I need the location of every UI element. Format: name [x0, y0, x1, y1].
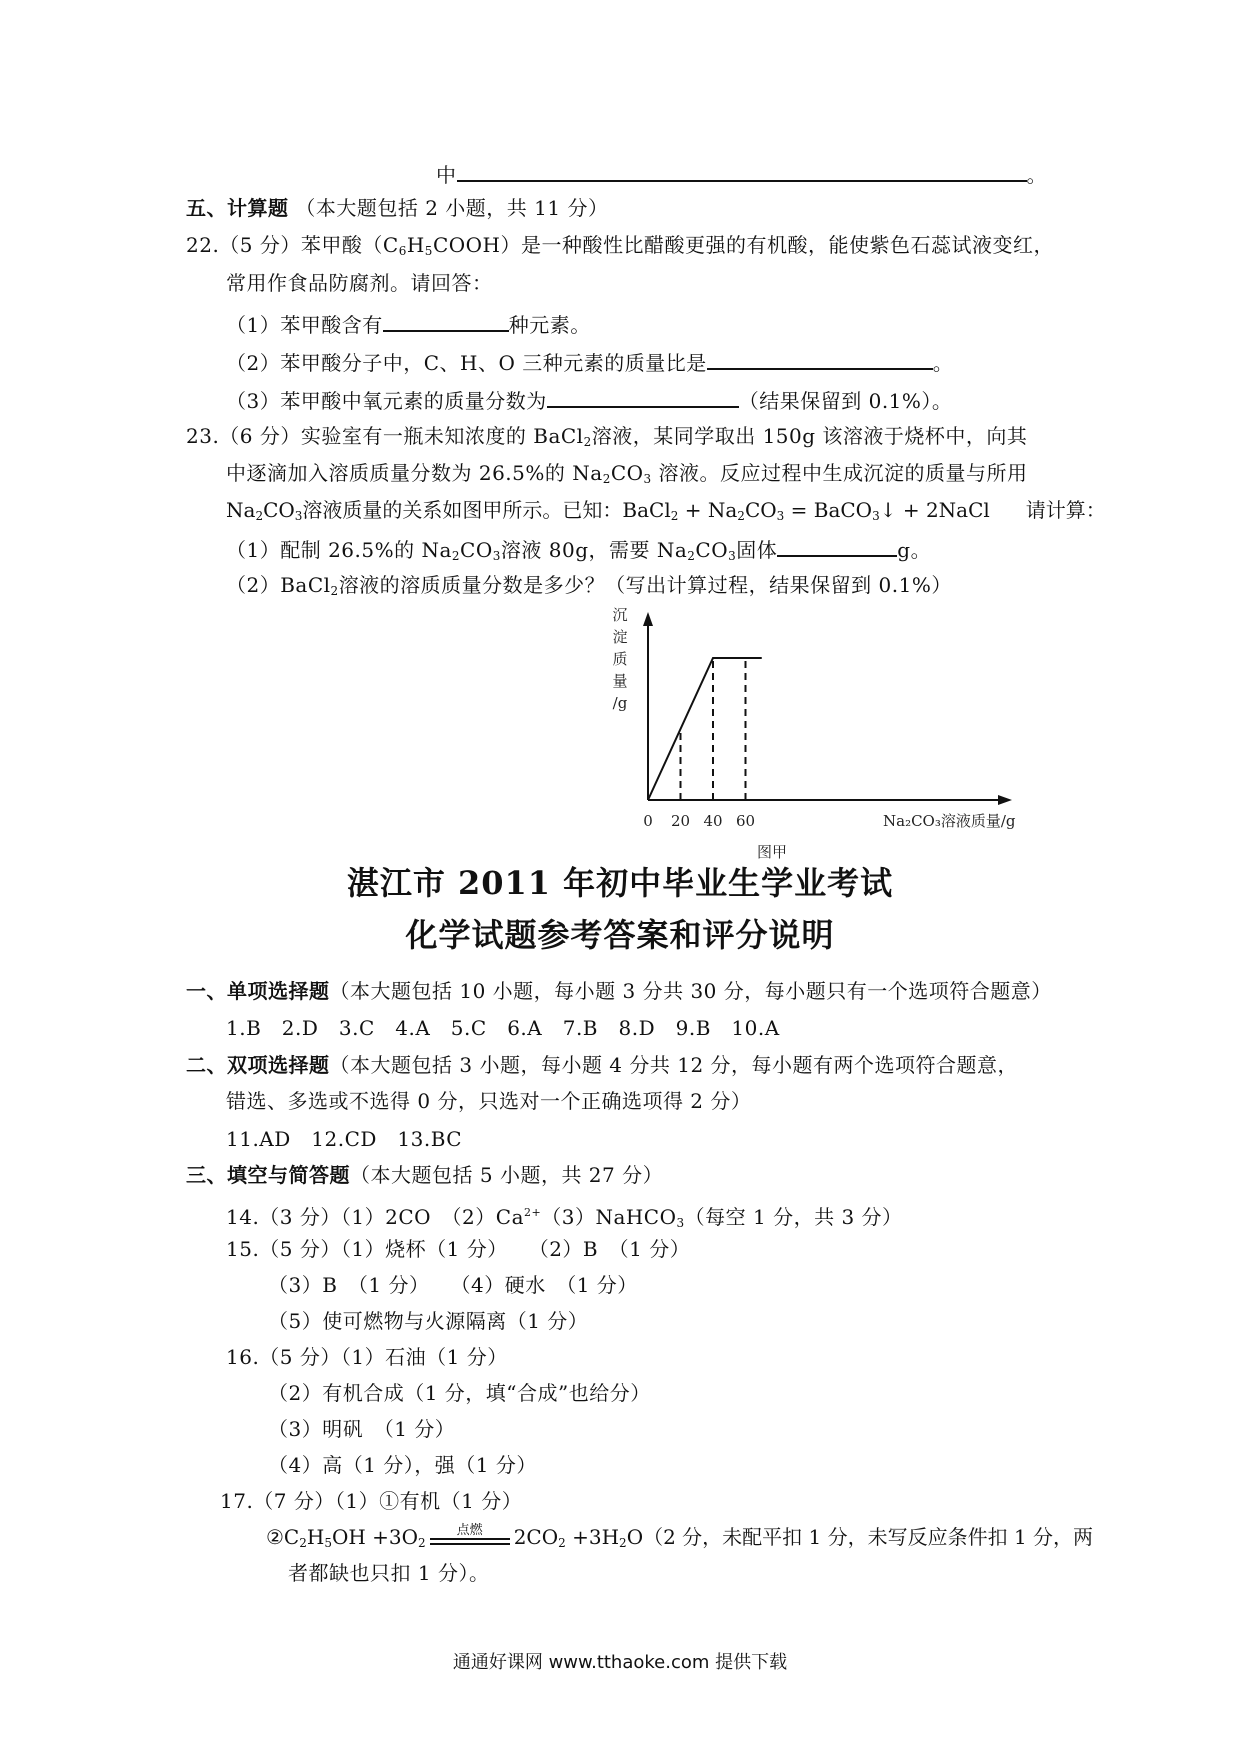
sub: 3	[643, 472, 652, 486]
section-note: （本大题包括 2 小题，共 11 分）	[295, 196, 609, 220]
q22-text-b: H	[406, 233, 425, 257]
t: （1）配制 26.5%的 Na	[226, 538, 452, 562]
t: CO	[695, 538, 729, 562]
period-text: 。	[1026, 163, 1047, 187]
sub: 2	[418, 1536, 426, 1550]
sub: 3	[728, 549, 737, 563]
answer-16-line3: （3）明矾 （1 分）	[268, 1417, 456, 1441]
answer-17-line1: 17.（7 分）（1）①有机（1 分）	[220, 1489, 523, 1513]
answer-line-continuation	[436, 160, 1047, 188]
y-label-char: /g	[612, 694, 628, 712]
page-footer: 通通好课网 www.tthaoke.com 提供下载	[452, 1652, 788, 1673]
y-axis-label	[612, 606, 627, 712]
x-tick-60: 60	[735, 812, 756, 830]
q22-part1	[226, 310, 591, 338]
sup: 2+	[524, 1206, 542, 1219]
answer-section-two	[186, 1052, 1018, 1078]
section-two-answers: 11.AD 12.CD 13.BC	[226, 1127, 463, 1151]
t: 溶液。反应过程中生成沉淀的质量与所用	[651, 461, 1028, 485]
t: 溶液 80g，需要 Na	[500, 538, 688, 562]
sub: 2	[670, 509, 679, 523]
sub: 3	[676, 1216, 685, 1230]
q22-p1-text: （1）苯甲酸含有	[226, 313, 383, 337]
answer-section-one	[186, 978, 1052, 1004]
t: 固体	[736, 538, 778, 562]
answer-17-line3: 者都缺也只扣 1 分）。	[288, 1561, 490, 1585]
q23-line3	[226, 497, 1106, 529]
sub: 2	[255, 509, 264, 523]
q22-p1-blank[interactable]	[383, 310, 509, 332]
t: （每空 1 分，共 3 分）	[684, 1205, 903, 1229]
answer-16-line4: （4）高（1 分），强（1 分）	[268, 1453, 537, 1477]
t: = BaCO	[784, 498, 873, 522]
q22-part2	[226, 348, 953, 376]
eq-bar	[430, 1538, 510, 1540]
t: ②C	[266, 1525, 300, 1549]
t: OH +3O	[331, 1525, 419, 1549]
t: 溶液质量的关系如图甲所示。已知：BaCl	[302, 498, 671, 522]
y-axis-arrow	[643, 612, 653, 626]
answer-title-sub: 化学试题参考答案和评分说明	[405, 916, 835, 954]
q22-p2-text: （2）苯甲酸分子中，C、H、O 三种元素的质量比是	[226, 351, 707, 375]
sub: 2	[602, 472, 611, 486]
x-axis-label: Na₂CO₃溶液质量/g	[883, 812, 1016, 830]
reaction-condition: 点燃	[456, 1523, 483, 1538]
answer-section-three	[186, 1162, 663, 1188]
section-one-answers: 1.B 2.D 3.C 4.A 5.C 6.A 7.B 8.D 9.B 10.A	[226, 1016, 780, 1040]
section-title: 五、计算题	[186, 196, 289, 220]
q22-p1-tail: 种元素。	[508, 313, 591, 337]
answer-15-line3: （5）使可燃物与火源隔离（1 分）	[268, 1309, 589, 1333]
x-tick-0: 0	[643, 812, 653, 830]
q22-stem-line2: 常用作食品防腐剂。请回答：	[226, 271, 493, 295]
chart-caption: 图甲	[756, 843, 788, 860]
t: 溶液的溶质质量分数是多少？（写出计算过程，结果保留到 0.1%）	[338, 573, 952, 597]
answer-16-line2: （2）有机合成（1 分，填“合成”也给分）	[268, 1381, 651, 1405]
answer-15-line2: （3）B （1 分） （4）硬水 （1 分）	[268, 1273, 638, 1297]
t: 14.（3 分）（1）2CO （2）Ca	[226, 1205, 524, 1229]
sub: 3	[492, 549, 501, 563]
q23-p1-blank[interactable]	[777, 535, 897, 557]
t: g。	[897, 538, 932, 562]
q23-line1	[186, 423, 1027, 455]
t: CO	[263, 498, 295, 522]
sub: 5	[424, 244, 433, 258]
t: CO	[460, 538, 493, 562]
sub: 3	[776, 509, 785, 523]
sub: 2	[583, 435, 592, 449]
answer-15-line1: 15.（5 分）（1）烧杯（1 分） （2）B （1 分）	[226, 1237, 691, 1261]
section-note: （本大题包括 3 小题，每小题 4 分共 12 分，每小题有两个选项符合题意，	[329, 1053, 1019, 1077]
t: 2CO	[513, 1525, 559, 1549]
y-label-char: 质	[612, 650, 628, 668]
sub: 2	[558, 1536, 566, 1550]
section-note: （本大题包括 5 小题，共 27 分）	[350, 1163, 664, 1187]
section-note: （本大题包括 10 小题，每小题 3 分共 30 分，每小题只有一个选项符合题意）	[329, 979, 1052, 1003]
y-label-char: 沉	[612, 606, 628, 624]
t: （3）NaHCO	[541, 1205, 677, 1229]
q23-part1	[226, 535, 931, 569]
t: CO	[744, 498, 777, 522]
section-title: 三、填空与简答题	[186, 1163, 350, 1187]
t: O（2 分，未配平扣 1 分，未写反应条件扣 1 分，两	[626, 1525, 1094, 1549]
x-axis-arrow	[998, 795, 1012, 805]
t: 请计算：	[1025, 498, 1106, 522]
t: CO	[610, 461, 644, 485]
q22-text-c: COOH）是一种酸性比醋酸更强的有机酸，能使紫色石蕊试液变红，	[432, 233, 1054, 257]
x-tick-20: 20	[670, 812, 691, 830]
sub: 6	[398, 244, 407, 258]
t: +3H	[565, 1525, 620, 1549]
section-title: 二、双项选择题	[186, 1053, 330, 1077]
sub: 2	[687, 549, 696, 563]
prefix-text: 中	[436, 163, 457, 187]
q22-p3-text: （3）苯甲酸中氧元素的质量分数为	[226, 389, 547, 413]
answer-17-line2	[266, 1524, 1093, 1556]
answer-blank[interactable]	[457, 160, 1027, 182]
y-label-char: 量	[612, 672, 628, 690]
sub: 2	[451, 549, 461, 563]
section-five-heading	[186, 195, 608, 221]
sub: 2	[330, 584, 339, 598]
q22-part3	[226, 386, 952, 414]
t: Na	[226, 498, 256, 522]
t: 中逐滴加入溶质质量分数为 26.5%的 Na	[226, 461, 603, 485]
sub: 3	[294, 509, 303, 523]
q22-p3-tail: （结果保留到 0.1%）。	[738, 389, 953, 413]
q22-stem-line1	[186, 232, 1054, 264]
section-title: 一、单项选择题	[186, 979, 330, 1003]
t: H	[306, 1525, 325, 1549]
answer-title-main: 湛江市 2011 年初中毕业生学业考试	[346, 864, 894, 902]
q22-p3-blank[interactable]	[547, 386, 739, 408]
t: 溶液，某同学取出 150g 该溶液于烧杯中，向其	[591, 424, 1028, 448]
sub: 2	[737, 509, 745, 523]
q22-p2-tail: 。	[932, 351, 954, 375]
reaction-equals-sign	[426, 1524, 514, 1550]
precipitate-mass-chart	[0, 600, 1240, 860]
eq-bar	[430, 1543, 510, 1545]
t: + Na	[678, 498, 738, 522]
y-label-char: 淀	[612, 628, 628, 646]
dashed-guides	[681, 658, 746, 800]
sub: 2	[619, 1536, 627, 1550]
x-tick-labels	[643, 812, 755, 830]
t: 23.（6 分）实验室有一瓶未知浓度的 BaCl	[186, 424, 584, 448]
sub: 2	[299, 1536, 307, 1550]
answer-14	[226, 1200, 903, 1236]
t: （2）BaCl	[226, 573, 331, 597]
section-two-note-cont: 错选、多选或不选得 0 分，只选对一个正确选项得 2 分）	[226, 1089, 752, 1113]
q22-text-a: 22.（5 分）苯甲酸（C	[186, 233, 399, 257]
answer-16-line1: 16.（5 分）（1）石油（1 分）	[226, 1345, 508, 1369]
q22-p2-blank[interactable]	[707, 348, 933, 370]
sub: 3	[872, 509, 880, 523]
t: ↓ + 2NaCl	[879, 498, 990, 522]
q23-line2	[226, 460, 1028, 492]
sub: 5	[324, 1536, 332, 1550]
x-tick-40: 40	[703, 812, 723, 830]
